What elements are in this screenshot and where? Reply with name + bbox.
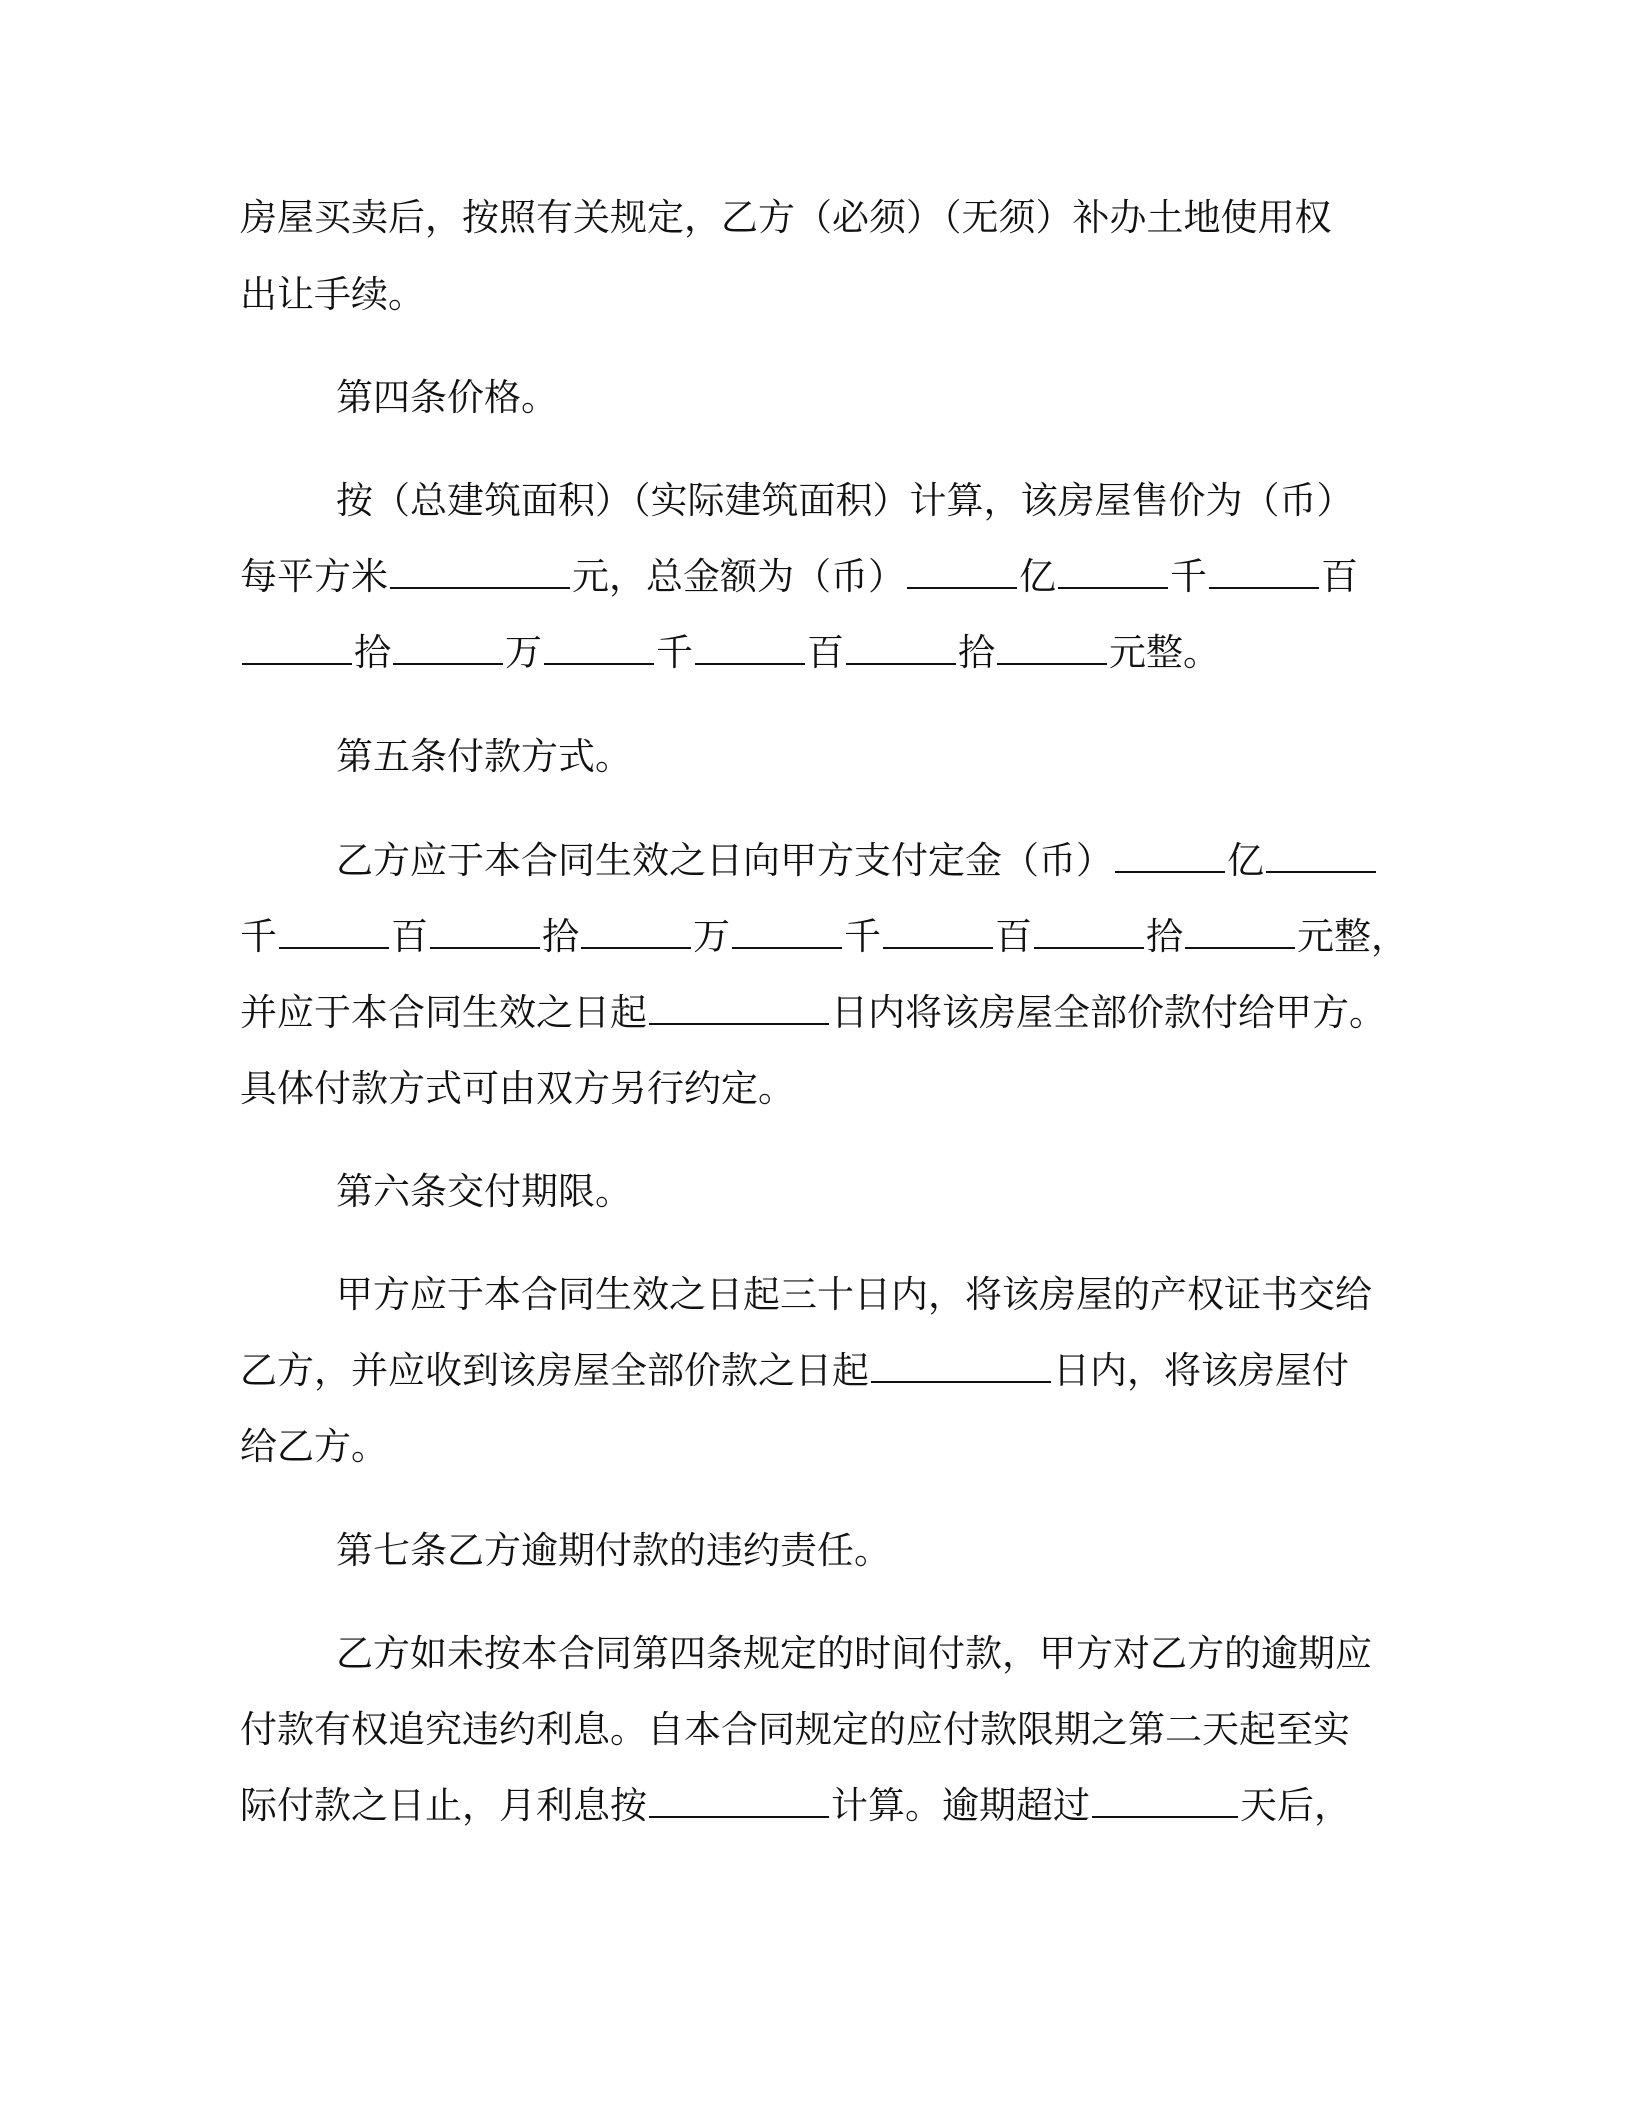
fill-blank [883,913,993,949]
paragraph-line [336,836,1380,886]
paragraph-line [240,1064,1380,1114]
text: 乙方如未按本合同第四条规定的时间付款，甲方对乙方的逾期应 [336,1632,1372,1675]
text: 万 [505,631,542,674]
text: 百 [807,631,844,674]
text: 千 [1170,555,1207,598]
fill-blank [1058,553,1168,589]
article-5-title: 第五条付款方式。 [336,735,632,778]
fill-blank [871,1347,1051,1383]
text: 万 [693,915,730,958]
text: 元整。 [1109,631,1220,674]
fill-blank [390,553,570,589]
paragraph-line [240,988,1386,1038]
text: 并应于本合同生效之日起 [240,991,647,1034]
paragraph-line [336,1270,1380,1320]
text: 具体付款方式可由双方另行约定。 [240,1067,795,1110]
fill-blank [430,913,540,949]
text: 日内，将该房屋付 [1053,1349,1349,1392]
fill-blank [649,989,829,1025]
text: 拾 [1146,915,1183,958]
text: 每平方米 [240,555,388,598]
paragraph-line [240,270,1380,320]
fill-blank [393,629,503,665]
text: 千 [240,915,277,958]
text: 拾 [354,631,391,674]
text: 千 [656,631,693,674]
paragraph-line [240,552,1380,602]
fill-blank [581,913,691,949]
text: 千 [844,915,881,958]
fill-blank [997,629,1107,665]
article-heading [336,1526,1380,1576]
fill-blank [242,629,352,665]
article-4-title: 第四条价格。 [336,376,558,419]
paragraph-line [240,193,1380,243]
paragraph-line [240,1705,1380,1755]
fill-blank [846,629,956,665]
article-heading [336,732,1380,782]
text: 给乙方。 [240,1425,388,1468]
fill-blank [1209,553,1319,589]
paragraph-line [240,1346,1380,1396]
fill-blank [544,629,654,665]
text: 天后， [1240,1784,1351,1827]
article-heading [336,373,1380,423]
paragraph-line [240,628,1380,678]
text: 计算。逾期超过 [831,1784,1090,1827]
fill-blank [907,553,1017,589]
text: 亿 [1019,555,1056,598]
paragraph-line [240,1781,1380,1831]
fill-blank [1092,1782,1238,1818]
text: 乙方应于本合同生效之日向甲方支付定金（币） [336,839,1113,882]
fill-blank [732,913,842,949]
paragraph-line [336,476,1380,526]
paragraph-line [240,912,1408,962]
fill-blank [1266,837,1376,873]
text: 房屋买卖后，按照有关规定，乙方（必须）（无须）补办土地使用权 [240,196,1332,239]
text: 百 [995,915,1032,958]
text: 拾 [542,915,579,958]
text: 元整， [1297,915,1408,958]
article-6-title: 第六条交付期限。 [336,1170,632,1213]
fill-blank [1034,913,1144,949]
paragraph-line [336,1629,1380,1679]
fill-blank [649,1782,829,1818]
text: 按（总建筑面积）（实际建筑面积）计算，该房屋售价为（币） [336,479,1354,522]
text: 日内将该房屋全部价款付给甲方。 [831,991,1386,1034]
fill-blank [1185,913,1295,949]
text: 亿 [1227,839,1264,882]
fill-blank [1115,837,1225,873]
text: 拾 [958,631,995,674]
text: 际付款之日止，月利息按 [240,1784,647,1827]
text: 甲方应于本合同生效之日起三十日内，将该房屋的产权证书交给 [336,1273,1372,1316]
article-heading [336,1167,1380,1217]
fill-blank [279,913,389,949]
text: 元，总金额为（币） [572,555,905,598]
text: 百 [391,915,428,958]
article-7-title: 第七条乙方逾期付款的违约责任。 [336,1529,891,1572]
paragraph-line [240,1422,1380,1472]
text: 百 [1321,555,1358,598]
text: 乙方，并应收到该房屋全部价款之日起 [240,1349,869,1392]
text: 付款有权追究违约利息。自本合同规定的应付款限期之第二天起至实 [240,1708,1350,1751]
fill-blank [695,629,805,665]
text: 出让手续。 [240,273,425,316]
